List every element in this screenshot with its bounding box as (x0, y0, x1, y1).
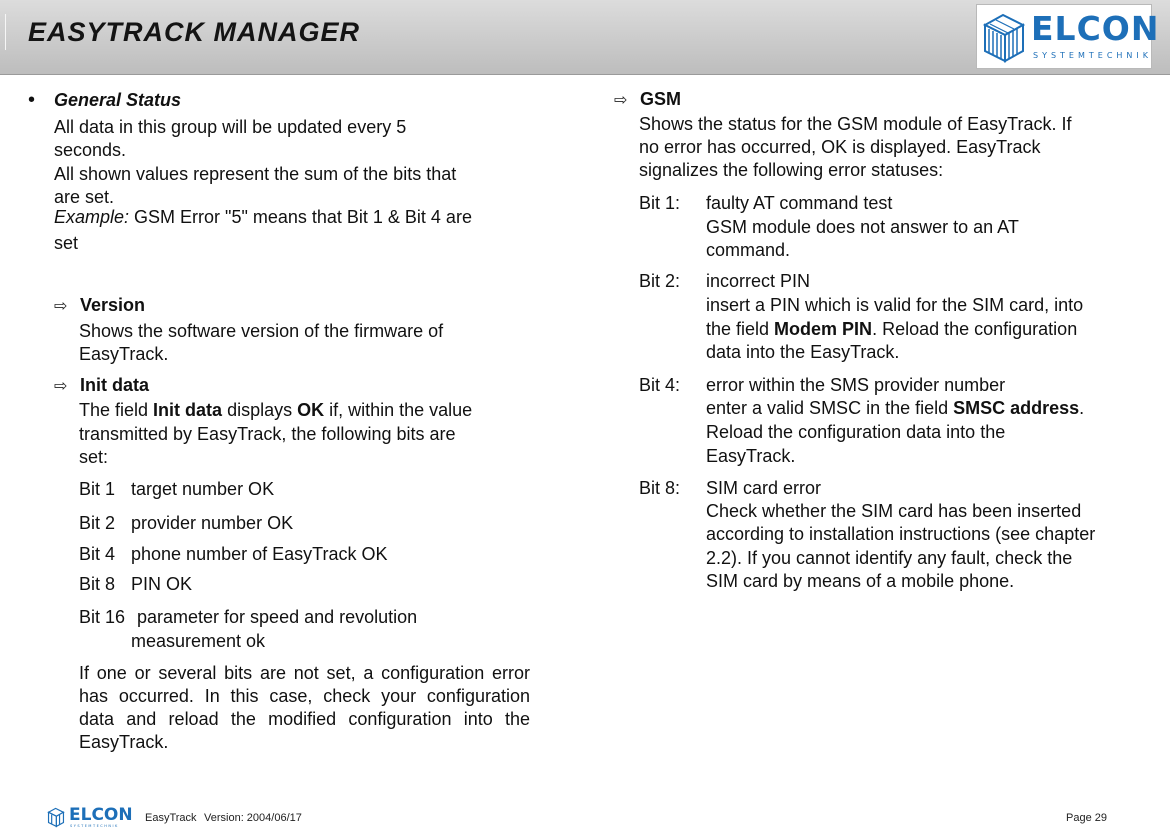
arrow-right-icon: ⇨ (54, 298, 68, 315)
gsm-bit-line: faulty AT command test (706, 193, 893, 213)
gsm-bit-line: Reload the configuration data into the (706, 422, 1006, 442)
init-note-paragraph: If one or several bits are not set, a configuration error has occurred. In this case, check your configuration data and reload the modified configuration into the EasyTrack. (79, 663, 530, 752)
footer-logo-subtitle: SYSTEMTECHNIK (70, 824, 119, 828)
init-bit-key: Bit 8 (79, 574, 116, 594)
gsm-text: the field (706, 319, 775, 339)
version-heading-row (54, 294, 145, 318)
gsm-bit-line: EasyTrack. (706, 446, 796, 466)
gsm-bit-key: Bit 8: (639, 478, 681, 498)
example-label: Example: (54, 207, 130, 227)
init-text: displays (222, 400, 298, 420)
init-heading: Init data (80, 375, 150, 395)
init-bit-key: Bit 1 (79, 479, 116, 499)
init-heading-row (54, 374, 149, 398)
footer-version: Version: 2004/06/17 (204, 812, 302, 824)
gsm-bit-line (706, 397, 1084, 420)
gsm-bit-line: incorrect PIN (706, 271, 811, 291)
init-text: The field (79, 400, 154, 420)
gsm-bit-key: Bit 2: (639, 271, 681, 291)
init-bit-key: Bit 2 (79, 513, 116, 533)
init-bit-text: PIN OK (131, 574, 193, 594)
gsm-bit-line: GSM module does not answer to an AT (706, 217, 1019, 237)
gsm-text: enter a valid SMSC in the field (706, 398, 954, 418)
gsm-line: no error has occurred, OK is displayed. EasyTrack (639, 137, 1041, 157)
gsm-bit-key: Bit 4: (639, 375, 681, 395)
footer-product: EasyTrack (145, 812, 197, 824)
gsm-bit-line: SIM card error (706, 478, 822, 498)
init-bit-text: parameter for speed and revolution (137, 607, 418, 627)
general-status-line: All data in this group will be updated every 5 (54, 117, 407, 137)
page-header (0, 0, 1170, 75)
arrow-right-icon: ⇨ (614, 92, 628, 109)
gsm-bit-key: Bit 1: (639, 193, 681, 213)
general-status-line: seconds. (54, 140, 127, 160)
arrow-right-icon: ⇨ (54, 378, 68, 395)
gsm-bit-line: SIM card by means of a mobile phone. (706, 571, 1015, 591)
example-tail: set (54, 233, 79, 253)
example-text: GSM Error "5" means that Bit 1 & Bit 4 are (129, 207, 472, 227)
init-bit-text: phone number of EasyTrack OK (131, 544, 388, 564)
logo-cube-icon (981, 9, 1027, 65)
general-status-line: are set. (54, 187, 115, 207)
footer-logo (46, 805, 133, 833)
gsm-bit-line: data into the EasyTrack. (706, 342, 900, 362)
gsm-bit-line (706, 318, 1077, 341)
footer-page-number: Page 29 (1066, 812, 1107, 824)
gsm-heading-row (614, 88, 681, 112)
init-line: set: (79, 447, 109, 467)
footer-logo-cube-icon (46, 806, 66, 828)
modem-pin-field: Modem PIN (774, 319, 873, 339)
elcon-logo (976, 4, 1160, 69)
init-bit-text: measurement ok (131, 631, 266, 651)
general-status-heading: General Status (54, 90, 182, 110)
init-bit-key: Bit 4 (79, 544, 116, 564)
init-bit-key: Bit 16 (79, 607, 126, 627)
gsm-text: . Reload the configuration (872, 319, 1078, 339)
gsm-bit-line: 2.2). If you cannot identify any fault, check the (706, 548, 1073, 568)
bullet-icon: • (28, 89, 36, 111)
gsm-bit-line: error within the SMS provider number (706, 375, 1006, 395)
header-divider (5, 14, 6, 50)
gsm-text: . (1079, 398, 1085, 418)
version-line: Shows the software version of the firmware of (79, 321, 444, 341)
smsc-address-field: SMSC address (953, 398, 1080, 418)
gsm-line: signalizes the following error statuses: (639, 160, 944, 180)
init-bit-text: target number OK (131, 479, 275, 499)
init-line: transmitted by EasyTrack, the following bits are (79, 424, 456, 444)
init-text: if, within the value (324, 400, 473, 420)
init-field-name: Init data (153, 400, 223, 420)
init-line (79, 399, 472, 422)
gsm-heading: GSM (640, 89, 682, 109)
general-status-line: All shown values represent the sum of the bits that (54, 164, 457, 184)
footer-logo-wordmark: ELCON (69, 805, 133, 825)
init-bit-text: provider number OK (131, 513, 294, 533)
gsm-line: Shows the status for the GSM module of EasyTrack. If (639, 114, 1072, 134)
version-heading: Version (80, 295, 146, 315)
logo-subtitle: SYSTEMTECHNIK (1033, 51, 1153, 60)
gsm-bit-line: Check whether the SIM card has been inserted (706, 501, 1082, 521)
gsm-bit-line: command. (706, 240, 791, 260)
gsm-bit-line: according to installation instructions (see chapter (706, 524, 1096, 544)
page-title: EASYTRACK MANAGER (28, 17, 361, 47)
logo-wordmark: ELCON (1031, 9, 1160, 48)
example-line (54, 206, 472, 229)
gsm-bit-line: insert a PIN which is valid for the SIM card, into (706, 295, 1084, 315)
init-ok-value: OK (297, 400, 325, 420)
version-line: EasyTrack. (79, 344, 169, 364)
